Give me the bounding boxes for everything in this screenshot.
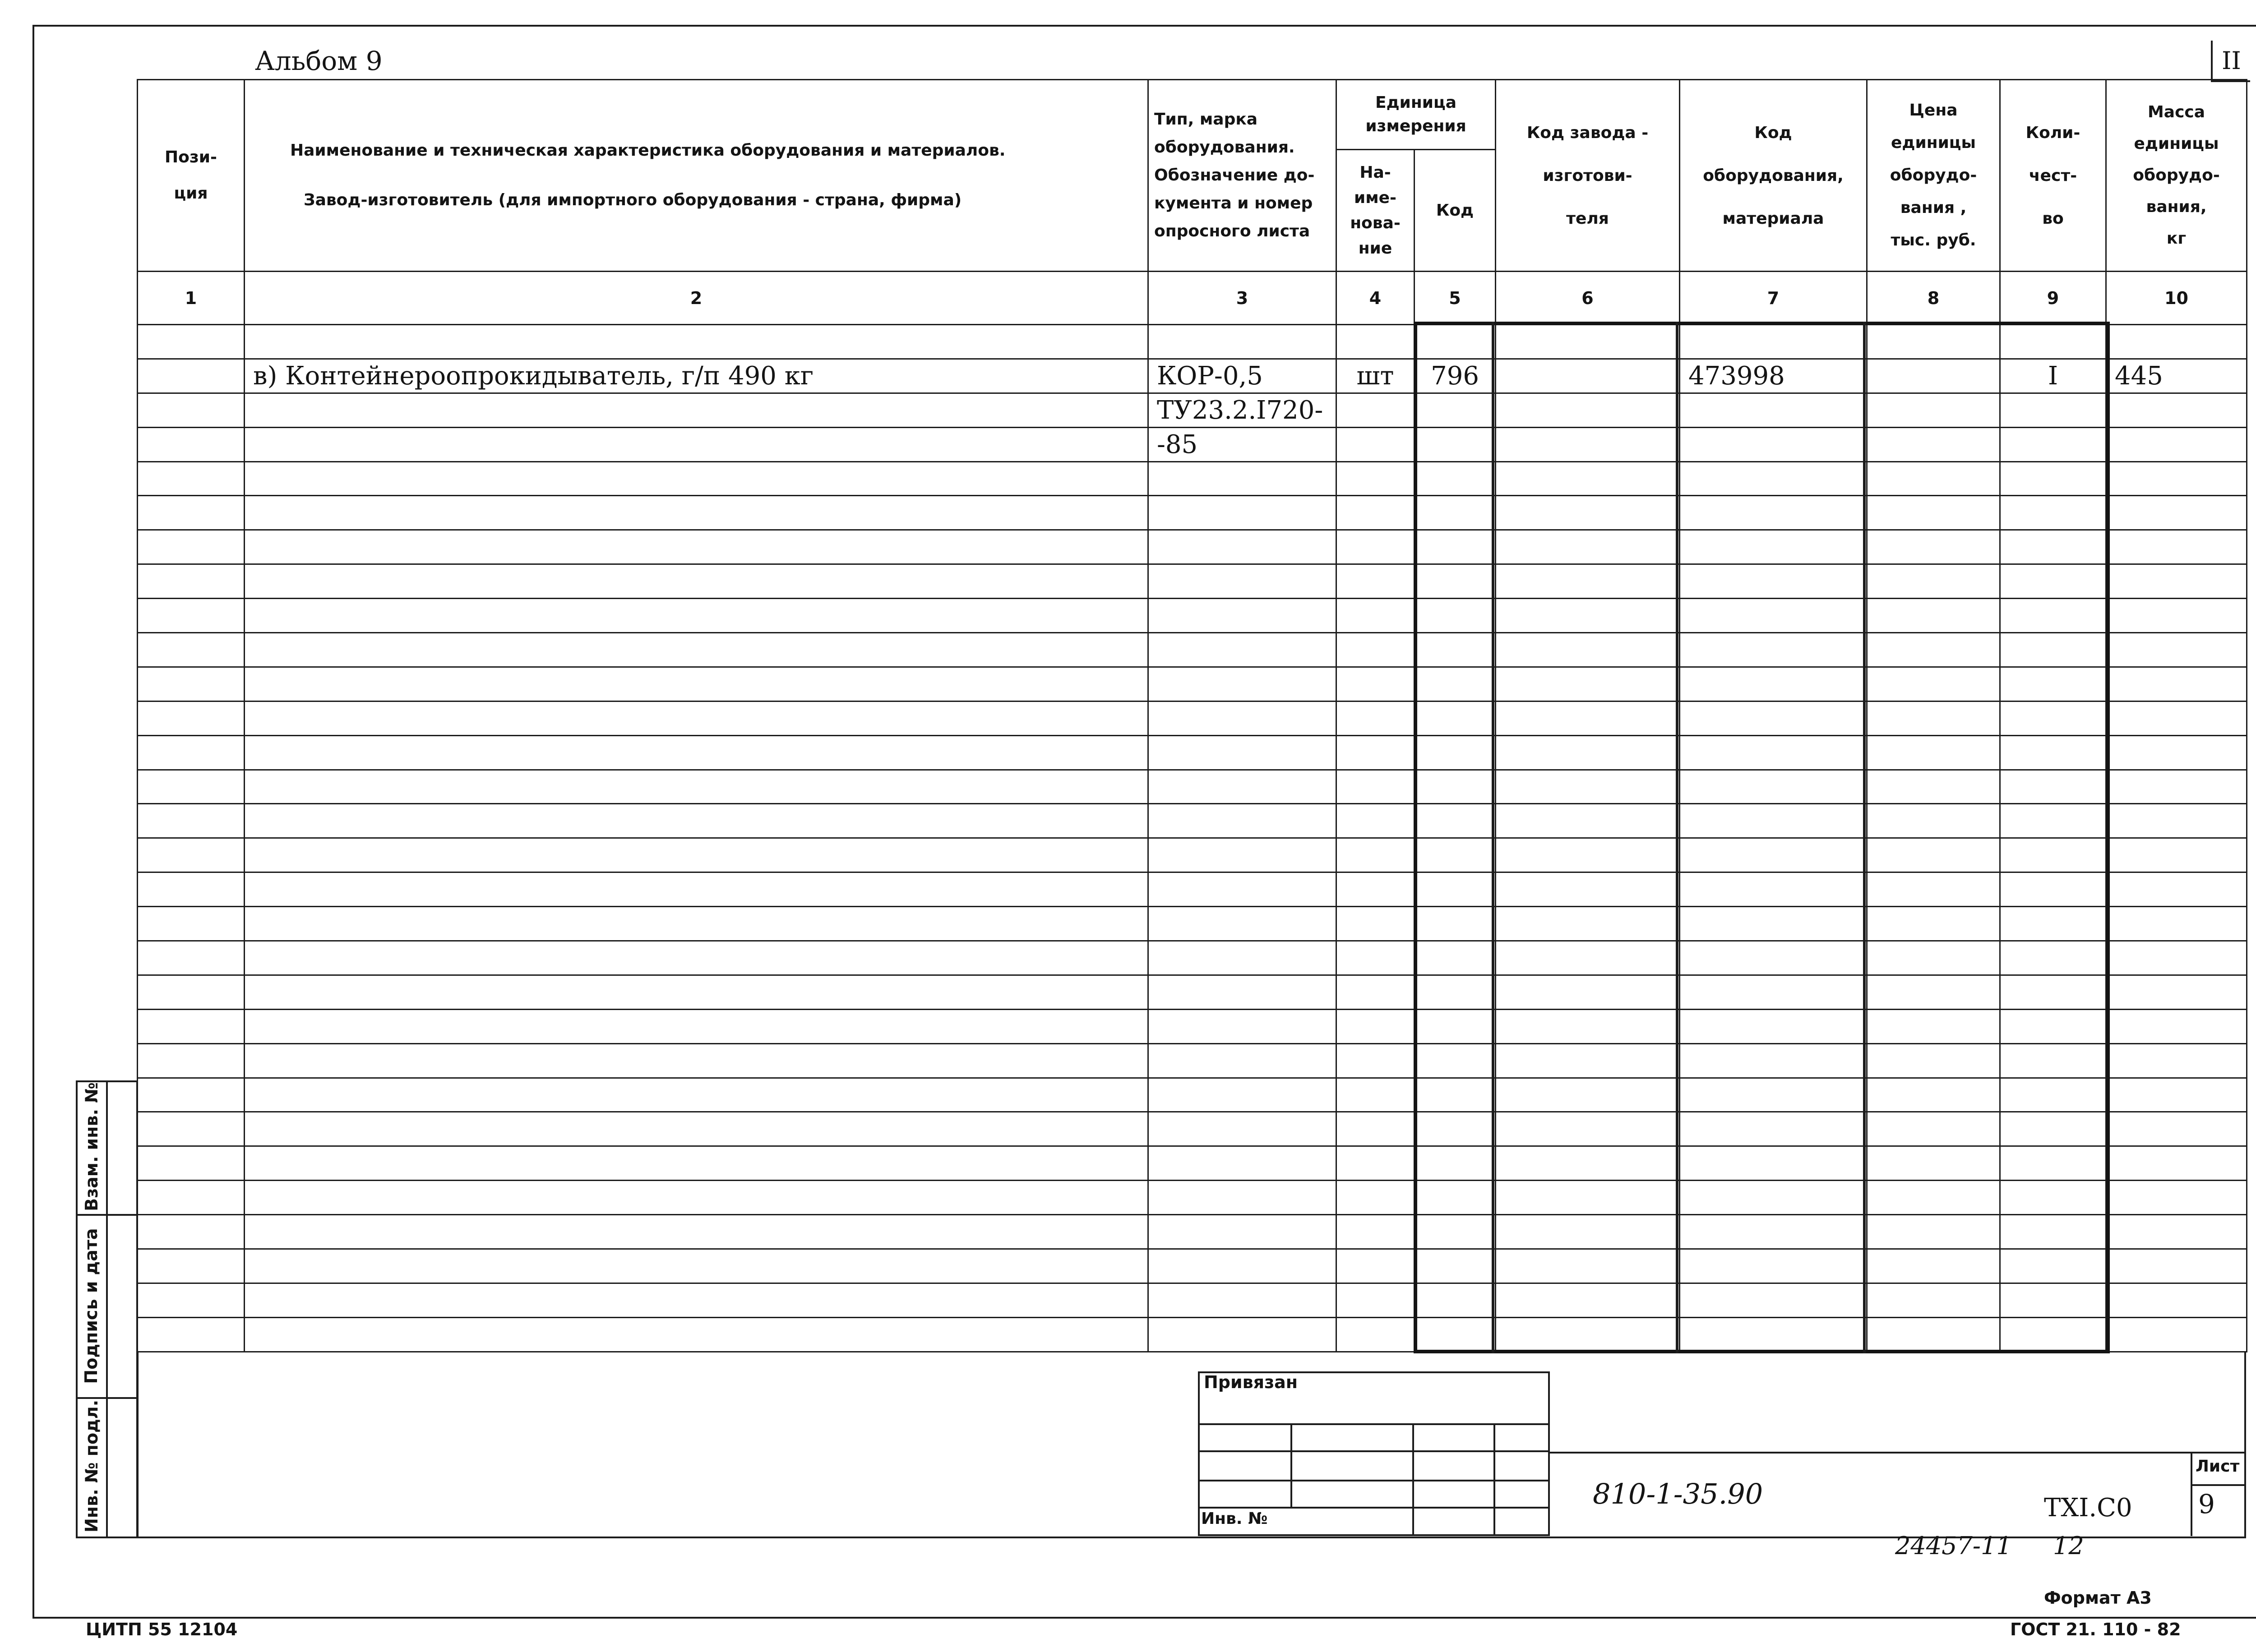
cell-pos: [138, 1043, 245, 1078]
header-type: Тип, марка оборудования. Обозначение до- кумента и номер опросного листа: [1148, 80, 1336, 272]
cell-unit: [1336, 838, 1415, 872]
cell-mass: [2106, 770, 2247, 804]
cell-pos: [138, 359, 245, 393]
cell-unit: [1336, 1112, 1415, 1146]
cell-mass: 445: [2106, 359, 2247, 393]
cell-unit: [1336, 599, 1415, 633]
cell-mass: [2106, 804, 2247, 838]
corner-sheet-number: II: [2211, 41, 2250, 82]
privyazan-v2: [1412, 1423, 1414, 1536]
sheet-cell-divider: [2191, 1484, 2246, 1486]
cell-name: [245, 1215, 1148, 1249]
cell-unit: [1336, 735, 1415, 770]
cell-pos: [138, 804, 245, 838]
cell-mass: [2106, 1181, 2247, 1215]
cell-mass: [2106, 1317, 2247, 1352]
cell-name: [245, 1009, 1148, 1043]
cell-pos: [138, 667, 245, 701]
inv-number-label: Инв. №: [1201, 1509, 1268, 1528]
cell-unit: [1336, 1078, 1415, 1112]
cell-unit: [1336, 975, 1415, 1009]
privyazan-h1: [1198, 1423, 1550, 1425]
cell-unit: [1336, 907, 1415, 941]
cell-mass: [2106, 1009, 2247, 1043]
cell-pos: [138, 770, 245, 804]
cell-qty: I: [2000, 359, 2106, 393]
cell-mass: [2106, 1249, 2247, 1283]
cell-unit: [1336, 667, 1415, 701]
cell-unit: [1336, 1146, 1415, 1181]
cell-mass: [2106, 1112, 2247, 1146]
cell-pos: [138, 461, 245, 496]
bold-divider-plant-code: [1676, 322, 1678, 1353]
cell-mass: [2106, 461, 2247, 496]
cell-type: -85: [1148, 427, 1336, 461]
cell-pos: [138, 393, 245, 427]
cell-type: [1148, 633, 1336, 667]
cell-mass: [2106, 1078, 2247, 1112]
cell-type: [1148, 564, 1336, 599]
cell-name: [245, 941, 1148, 975]
cell-name: [245, 530, 1148, 564]
cell-type: [1148, 941, 1336, 975]
cell-unit: [1336, 1181, 1415, 1215]
cell-name: [245, 1283, 1148, 1317]
cell-unit: [1336, 1043, 1415, 1078]
cell-unit: [1336, 325, 1415, 359]
cell-unit: [1336, 427, 1415, 461]
cell-mass: [2106, 735, 2247, 770]
column-number-row: 1 2 3 4 5 6 7 8 9 10: [138, 272, 2247, 325]
cell-unit: [1336, 1215, 1415, 1249]
cell-mass: [2106, 941, 2247, 975]
cell-name: [245, 1078, 1148, 1112]
footer-gost: ГОСТ 21. 110 - 82: [2010, 1620, 2181, 1639]
cell-pos: [138, 975, 245, 1009]
privyazan-v1: [1290, 1423, 1292, 1507]
stamp-podpis-label: Подпись и дата: [81, 1228, 101, 1384]
cell-type: [1148, 804, 1336, 838]
cell-type: [1148, 530, 1336, 564]
cell-mass: [2106, 838, 2247, 872]
document-code: 810-1-35.90: [1593, 1477, 1763, 1510]
footer-publisher: ЦИТП 55 12104: [86, 1620, 238, 1639]
cell-type: [1148, 872, 1336, 907]
sheet-value: 9: [2198, 1489, 2215, 1519]
cell-pos: [138, 907, 245, 941]
cell-pos: [138, 838, 245, 872]
cell-mass: [2106, 1283, 2247, 1317]
cell-name: [245, 735, 1148, 770]
cell-type: [1148, 496, 1336, 530]
cell-name: [245, 872, 1148, 907]
cell-name: [245, 1146, 1148, 1181]
header-name: Наименование и техническая характеристика оборудования и материалов. Завод-изготовитель (для импортного оборудования - страна, фирма): [245, 80, 1148, 272]
cell-mass: [2106, 667, 2247, 701]
cell-name: [245, 564, 1148, 599]
cell-type: [1148, 838, 1336, 872]
cell-name: [245, 701, 1148, 735]
cell-name: [245, 325, 1148, 359]
header-quantity: Коли- чест- во: [2000, 80, 2106, 272]
cell-pos: [138, 872, 245, 907]
cell-mass: [2106, 1146, 2247, 1181]
cell-type: [1148, 667, 1336, 701]
header-position: Пози-ция: [138, 80, 245, 272]
handwritten-note-sub: 12: [2053, 1532, 2084, 1560]
cell-unit: [1336, 530, 1415, 564]
cell-unit: [1336, 393, 1415, 427]
cell-mass: [2106, 599, 2247, 633]
cell-name: [245, 975, 1148, 1009]
cell-name: [245, 907, 1148, 941]
cell-mass: [2106, 1215, 2247, 1249]
cell-name: [245, 1249, 1148, 1283]
cell-pos: [138, 599, 245, 633]
cell-type: [1148, 701, 1336, 735]
cell-unit: [1336, 1283, 1415, 1317]
cell-pos: [138, 701, 245, 735]
cell-type: [1148, 1078, 1336, 1112]
cell-name: [245, 599, 1148, 633]
cell-type: [1148, 1283, 1336, 1317]
cell-pos: [138, 941, 245, 975]
cell-pos: [138, 564, 245, 599]
header-equipment-code: Код оборудования, материала: [1680, 80, 1867, 272]
cell-type: [1148, 1181, 1336, 1215]
cell-unit: [1336, 804, 1415, 838]
cell-pos: [138, 633, 245, 667]
cell-code: 796: [1415, 359, 1496, 393]
cell-pos: [138, 735, 245, 770]
header-unit-code: Код: [1415, 150, 1496, 272]
cell-name: [245, 838, 1148, 872]
cell-unit: [1336, 564, 1415, 599]
cell-unit: [1336, 1009, 1415, 1043]
cell-type: [1148, 907, 1336, 941]
cell-unit: [1336, 770, 1415, 804]
cell-name: [245, 770, 1148, 804]
cell-unit: [1336, 701, 1415, 735]
privyazan-h4: [1198, 1507, 1550, 1509]
cell-unit: шт: [1336, 359, 1415, 393]
cell-type: [1148, 461, 1336, 496]
cell-type: [1148, 975, 1336, 1009]
cell-unit: [1336, 461, 1415, 496]
cell-type: [1148, 325, 1336, 359]
privyazan-v3: [1493, 1423, 1495, 1536]
cell-mass: [2106, 633, 2247, 667]
album-label: Альбом 9: [255, 46, 383, 76]
bold-frame-columns-5-9: [1414, 322, 2110, 1353]
cell-type: [1148, 1009, 1336, 1043]
cell-name: [245, 667, 1148, 701]
cell-pos: [138, 1283, 245, 1317]
header-plant-code: Код завода - изготови- теля: [1496, 80, 1680, 272]
cell-type: [1148, 735, 1336, 770]
cell-mass: [2106, 564, 2247, 599]
cell-name: в) Контейнероопрокидыватель, г/п 490 кг: [245, 359, 1148, 393]
header-price: Цена единицы оборудо- вания , тыс. руб.: [1867, 80, 2000, 272]
cell-unit: [1336, 633, 1415, 667]
cell-pos: [138, 1215, 245, 1249]
cell-name: [245, 633, 1148, 667]
cell-mass: [2106, 701, 2247, 735]
cell-name: [245, 1112, 1148, 1146]
cell-type: [1148, 1146, 1336, 1181]
cell-mass: [2106, 975, 2247, 1009]
cell-pos: [138, 530, 245, 564]
cell-type: КОР-0,5: [1148, 359, 1336, 393]
cell-pos: [138, 325, 245, 359]
stamp-inner-divider: [106, 1080, 108, 1538]
bold-divider-unit-code: [1492, 322, 1494, 1353]
cell-mass: [2106, 427, 2247, 461]
cell-mass: [2106, 530, 2247, 564]
header-unit-name: На- име- нова- ние: [1336, 150, 1415, 272]
cell-pos: [138, 1249, 245, 1283]
cell-mass: [2106, 907, 2247, 941]
cell-pos: [138, 1078, 245, 1112]
cell-type: [1148, 1249, 1336, 1283]
cell-mass: [2106, 325, 2247, 359]
doc-field-top: [1550, 1452, 2246, 1454]
cell-type: [1148, 599, 1336, 633]
cell-mass: [2106, 1043, 2247, 1078]
cell-name: [245, 393, 1148, 427]
cell-pos: [138, 1317, 245, 1352]
privyazan-h2: [1198, 1450, 1550, 1452]
cell-pos: [138, 496, 245, 530]
cell-pos: [138, 427, 245, 461]
header-unit-group: Единица измерения: [1336, 80, 1496, 150]
cell-pos: [138, 1146, 245, 1181]
privyazan-label: Привязан: [1204, 1372, 1298, 1392]
cell-pos: [138, 1181, 245, 1215]
cell-unit: [1336, 496, 1415, 530]
document-mark: TXI.C0: [2044, 1493, 2132, 1523]
cell-mass: [2106, 496, 2247, 530]
cell-name: [245, 1043, 1148, 1078]
cell-name: [245, 1181, 1148, 1215]
cell-name: [245, 496, 1148, 530]
cell-equip: 473998: [1680, 359, 1867, 393]
cell-mass: [2106, 393, 2247, 427]
cell-unit: [1336, 872, 1415, 907]
cell-name: [245, 427, 1148, 461]
cell-unit: [1336, 1317, 1415, 1352]
title-block: [137, 1351, 2246, 1538]
sheet-label: Лист: [2196, 1457, 2240, 1476]
footer-format: Формат А3: [2044, 1588, 2152, 1608]
cell-unit: [1336, 1249, 1415, 1283]
cell-pos: [138, 1112, 245, 1146]
cell-type: [1148, 1112, 1336, 1146]
privyazan-h3: [1198, 1480, 1550, 1481]
handwritten-note: 24457-11: [1895, 1532, 2012, 1560]
cell-name: [245, 1317, 1148, 1352]
cell-mass: [2106, 872, 2247, 907]
bold-divider-equip-code: [1863, 322, 1866, 1353]
cell-type: ТУ23.2.I720-: [1148, 393, 1336, 427]
cell-type: [1148, 770, 1336, 804]
cell-type: [1148, 1215, 1336, 1249]
cell-type: [1148, 1043, 1336, 1078]
cell-type: [1148, 1317, 1336, 1352]
cell-unit: [1336, 941, 1415, 975]
header-mass: Масса единицы оборудо- вания, кг: [2106, 80, 2247, 272]
cell-pos: [138, 1009, 245, 1043]
cell-name: [245, 804, 1148, 838]
stamp-vzam-label: Взам. инв. №: [82, 1082, 102, 1211]
cell-name: [245, 461, 1148, 496]
stamp-inv-podl-label: Инв. № подл.: [82, 1399, 102, 1533]
